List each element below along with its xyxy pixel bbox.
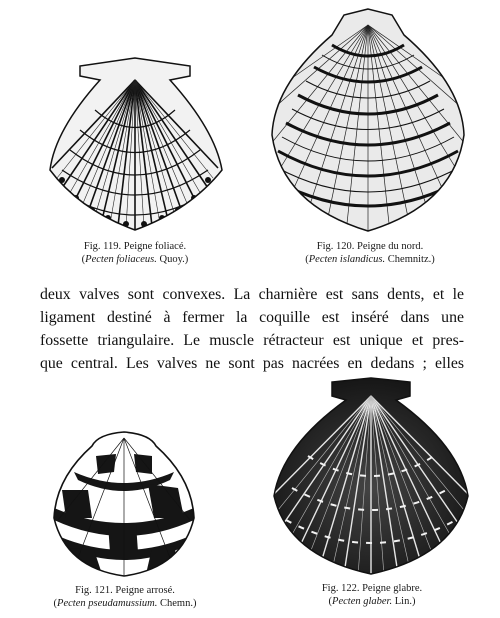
figure-121-caption: Fig. 121. Peigne arrosé. (Pecten pseudamussium. Chemn.) xyxy=(53,585,197,609)
shell-illustration-pecten-foliaceus xyxy=(40,50,230,240)
shell-illustration-pecten-glaber xyxy=(268,376,474,578)
figure-122 xyxy=(268,376,474,578)
body-paragraph xyxy=(40,283,464,375)
figure-122-author: Lin.) xyxy=(394,596,416,607)
shell-illustration-pecten-islandicus xyxy=(262,5,474,237)
figure-120-caption: Fig. 120. Peigne du nord. (Pecten islandicus. Chemnitz.) xyxy=(305,241,435,265)
figure-119-label: Fig. 119. xyxy=(83,241,122,252)
figure-120-latin: Pecten islandicus. xyxy=(308,254,386,265)
figure-121-name: Peigne arrosé. xyxy=(115,585,175,596)
figure-122-name: Peigne glabre. xyxy=(362,583,423,594)
figure-120 xyxy=(262,5,474,237)
figure-120-name: Peigne du nord. xyxy=(357,241,424,252)
figure-119-name: Peigne foliacé. xyxy=(123,241,187,252)
figure-119 xyxy=(40,50,230,240)
figure-119-author: Quoy.) xyxy=(159,254,189,265)
figure-120-author: Chemnitz.) xyxy=(387,254,435,265)
figure-121 xyxy=(48,428,200,580)
figure-122-caption: Fig. 122. Peigne glabre. (Pecten glaber. Lin.) xyxy=(321,583,423,607)
figure-122-label: Fig. 122. xyxy=(321,583,360,594)
paragraph-line: fossette triangulaire. Le muscle rétracteur est unique et pres- xyxy=(40,332,464,349)
figure-119-latin: Pecten foliaceus. xyxy=(85,254,157,265)
shell-illustration-pecten-pseudamussium xyxy=(48,428,200,580)
paragraph-line: ligament destiné à fermer la coquille est inséré dans une xyxy=(40,309,464,326)
paragraph-line: que central. Les valves ne sont pas nacrées en dedans ; elles xyxy=(40,355,464,372)
figure-121-label: Fig. 121. xyxy=(75,585,113,596)
figure-120-label: Fig. 120. xyxy=(316,241,355,252)
figure-121-author: Chemn.) xyxy=(160,598,197,609)
figure-121-latin: Pecten pseudamussium. xyxy=(57,598,158,609)
paragraph-line: deux valves sont convexes. La charnière est sans dents, et le xyxy=(40,286,464,303)
figure-122-latin: Pecten glaber. xyxy=(332,596,393,607)
figure-119-caption: Fig. 119. Peigne foliacé. (Pecten foliaceus. Quoy.) xyxy=(81,241,189,265)
